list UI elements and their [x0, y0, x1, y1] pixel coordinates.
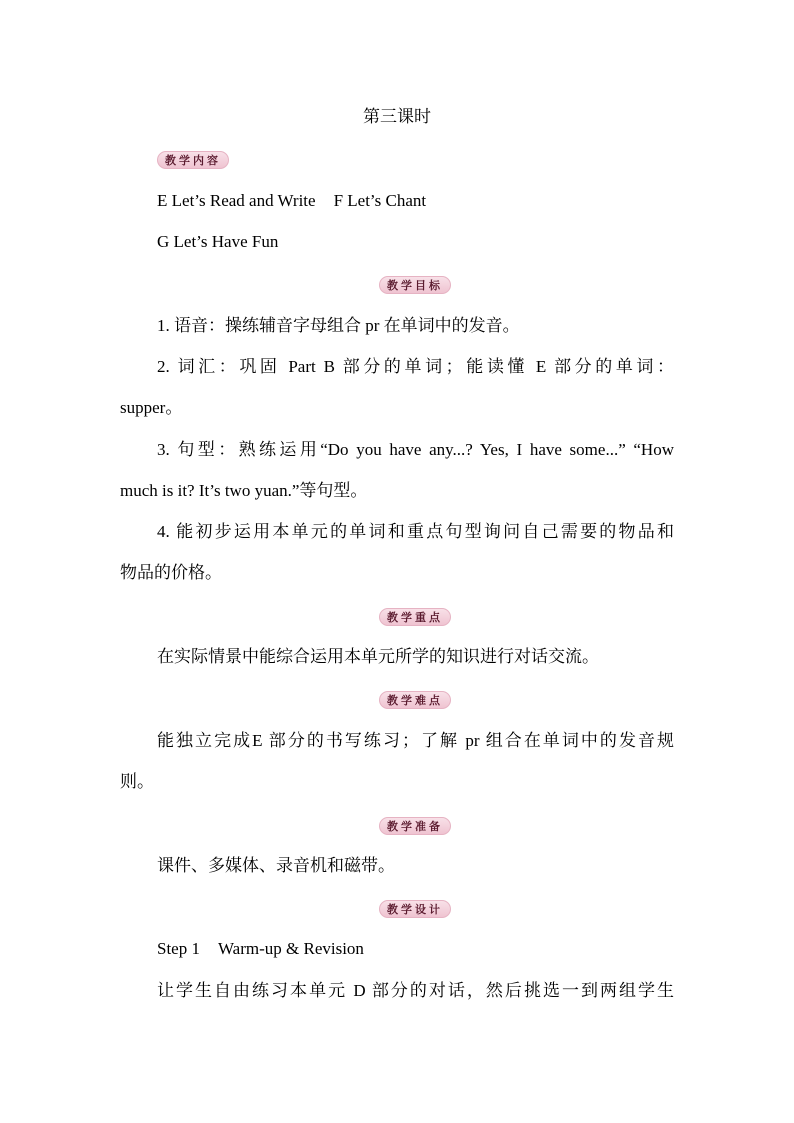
preparation-text: 课件、多媒体、录音机和磁带。	[157, 856, 395, 875]
goal-3-line-1: 3. 句型：熟练运用“Do you have any...? Yes, I have some...” “How	[157, 440, 674, 459]
step-1-number: Step 1	[157, 939, 200, 958]
goal-3-line-2: much is it? It’s two yuan.”等句型。	[120, 481, 368, 500]
difficulty-line-2: 则。	[120, 772, 154, 791]
content-line-1	[157, 189, 426, 213]
step-1-text: 让学生自由练习本单元 D 部分的对话，然后挑选一到两组学生	[157, 981, 674, 1000]
key-points-text: 在实际情景中能综合运用本单元所学的知识进行对话交流。	[157, 647, 599, 666]
preparation-heading-badge: 教学准备	[379, 817, 451, 835]
goal-2-line-2: supper。	[120, 398, 183, 417]
key-points-heading-badge: 教学重点	[379, 608, 451, 626]
content-item-g: G Let’s Have Fun	[157, 232, 279, 251]
step-1-title: Warm-up & Revision	[217, 939, 364, 958]
difficulty-line-1: 能独立完成E 部分的书写练习；了解 pr 组合在单词中的发音规	[157, 731, 674, 750]
goals-heading-badge: 教学目标	[379, 276, 451, 294]
goal-2-line-1: 2. 词汇：巩固 Part B 部分的单词；能读懂 E 部分的单词：	[157, 357, 674, 376]
design-heading-badge: 教学设计	[379, 900, 451, 918]
goal-4-line-1: 4. 能初步运用本单元的单词和重点句型询问自己需要的物品和	[157, 522, 674, 541]
content-heading-badge: 教学内容	[157, 151, 229, 169]
step-1-heading	[157, 937, 364, 961]
content-item-e: E Let’s Read and Write	[157, 191, 316, 210]
goal-1: 1. 语音：操练辅音字母组合 pr 在单词中的发音。	[157, 316, 520, 335]
page-title: 第三课时	[363, 107, 431, 126]
content-item-f: F Let’s Chant	[333, 191, 427, 210]
difficulty-heading-badge: 教学难点	[379, 691, 451, 709]
goal-4-line-2: 物品的价格。	[120, 563, 222, 582]
